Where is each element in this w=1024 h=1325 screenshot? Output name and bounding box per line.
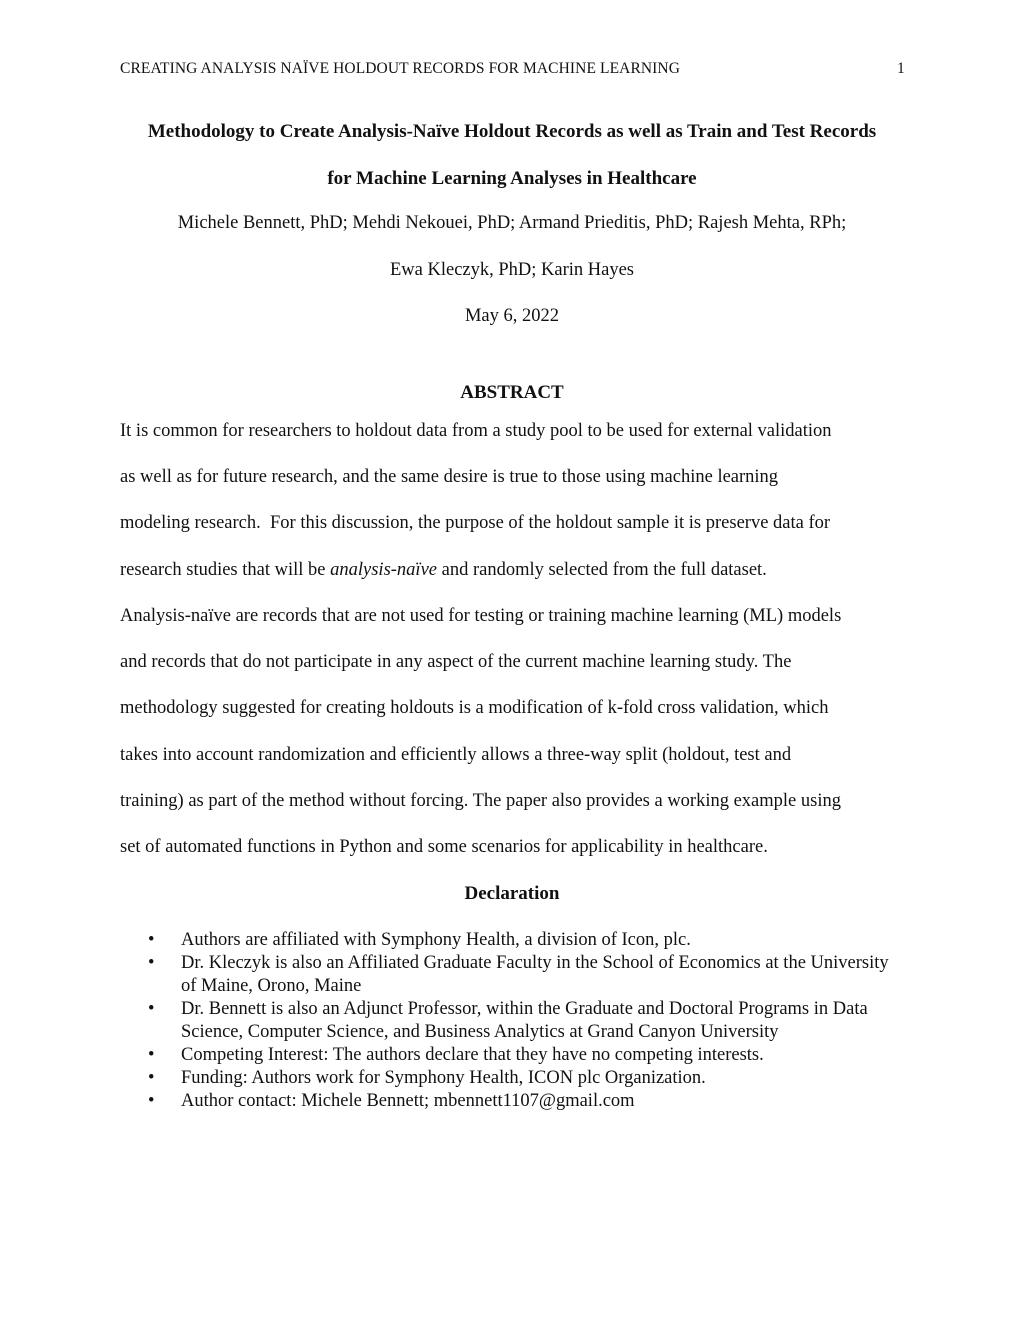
authors-line-2: Ewa Kleczyk, PhD; Karin Hayes: [389, 260, 635, 280]
abstract-line: modeling research. For this discussion, the purpose of the holdout sample it is preserve data for: [120, 513, 831, 533]
declaration-item-text: Author contact: Michele Bennett; mbennett1107@gmail.com: [181, 1091, 635, 1111]
bullet-icon: •: [148, 1068, 155, 1088]
paper-title-line-2: for Machine Learning Analyses in Healthcare: [327, 168, 697, 189]
declaration-item-text: Competing Interest: The authors declare that they have no competing interests.: [181, 1045, 764, 1065]
declaration-item-text: Dr. Kleczyk is also an Affiliated Graduate Faculty in the School of Economics at the University of Maine, Orono, Maine: [181, 953, 889, 996]
declaration-item-text: Funding: Authors work for Symphony Health, ICON plc Organization.: [181, 1068, 706, 1088]
abstract-text: and randomly selected from the full dataset.: [437, 560, 767, 580]
abstract-line: set of automated functions in Python and some scenarios for applicability in healthcare.: [120, 837, 768, 857]
declaration-item: [0, 1067, 901, 1090]
declaration-item: [0, 1044, 901, 1067]
abstract-line: and records that do not participate in any aspect of the current machine learning study. The: [120, 652, 792, 672]
abstract-line: takes into account randomization and efficiently allows a three-way split (holdout, test and: [120, 745, 792, 765]
running-head: CREATING ANALYSIS NAÏVE HOLDOUT RECORDS FOR MACHINE LEARNING: [120, 60, 681, 77]
authors-line-1: Michele Bennett, PhD; Mehdi Nekouei, PhD; Armand Prieditis, PhD; Rajesh Mehta, RPh;: [177, 213, 847, 233]
declaration-item-text: Dr. Bennett is also an Adjunct Professor, within the Graduate and Doctoral Programs in Data Science, Computer Science, and Business Analytics at Grand Canyon University: [181, 999, 868, 1042]
bullet-icon: •: [148, 1091, 155, 1111]
page-number: 1: [897, 60, 905, 77]
declaration-item: [0, 1090, 901, 1113]
abstract-line: Analysis-naïve are records that are not used for testing or training machine learning (ML) models: [120, 606, 842, 626]
bullet-icon: •: [148, 930, 155, 950]
abstract-italic-term: analysis-naïve: [330, 560, 437, 580]
abstract-line: It is common for researchers to holdout data from a study pool to be used for external validation: [120, 421, 832, 441]
declaration-item-text: Authors are affiliated with Symphony Health, a division of Icon, plc.: [181, 930, 691, 950]
bullet-icon: •: [148, 999, 155, 1019]
declaration-item: [0, 998, 901, 1044]
declaration-heading: Declaration: [464, 883, 560, 904]
abstract-line: methodology suggested for creating holdouts is a modification of k-fold cross validation, which: [120, 698, 829, 718]
abstract-line: training) as part of the method without forcing. The paper also provides a working example using: [120, 791, 841, 811]
publication-date: May 6, 2022: [464, 306, 560, 326]
bullet-icon: •: [148, 1045, 155, 1065]
declaration-item: [0, 929, 901, 952]
paper-title-line-1: Methodology to Create Analysis-Naïve Holdout Records as well as Train and Test Records: [147, 121, 877, 142]
abstract-line: [120, 560, 767, 581]
declaration-item: [0, 952, 901, 998]
bullet-icon: •: [148, 953, 155, 973]
declaration-list: [0, 929, 1024, 1113]
abstract-line: as well as for future research, and the same desire is true to those using machine learning: [120, 467, 779, 487]
abstract-heading: ABSTRACT: [460, 382, 564, 403]
abstract-text: research studies that will be: [120, 560, 331, 580]
